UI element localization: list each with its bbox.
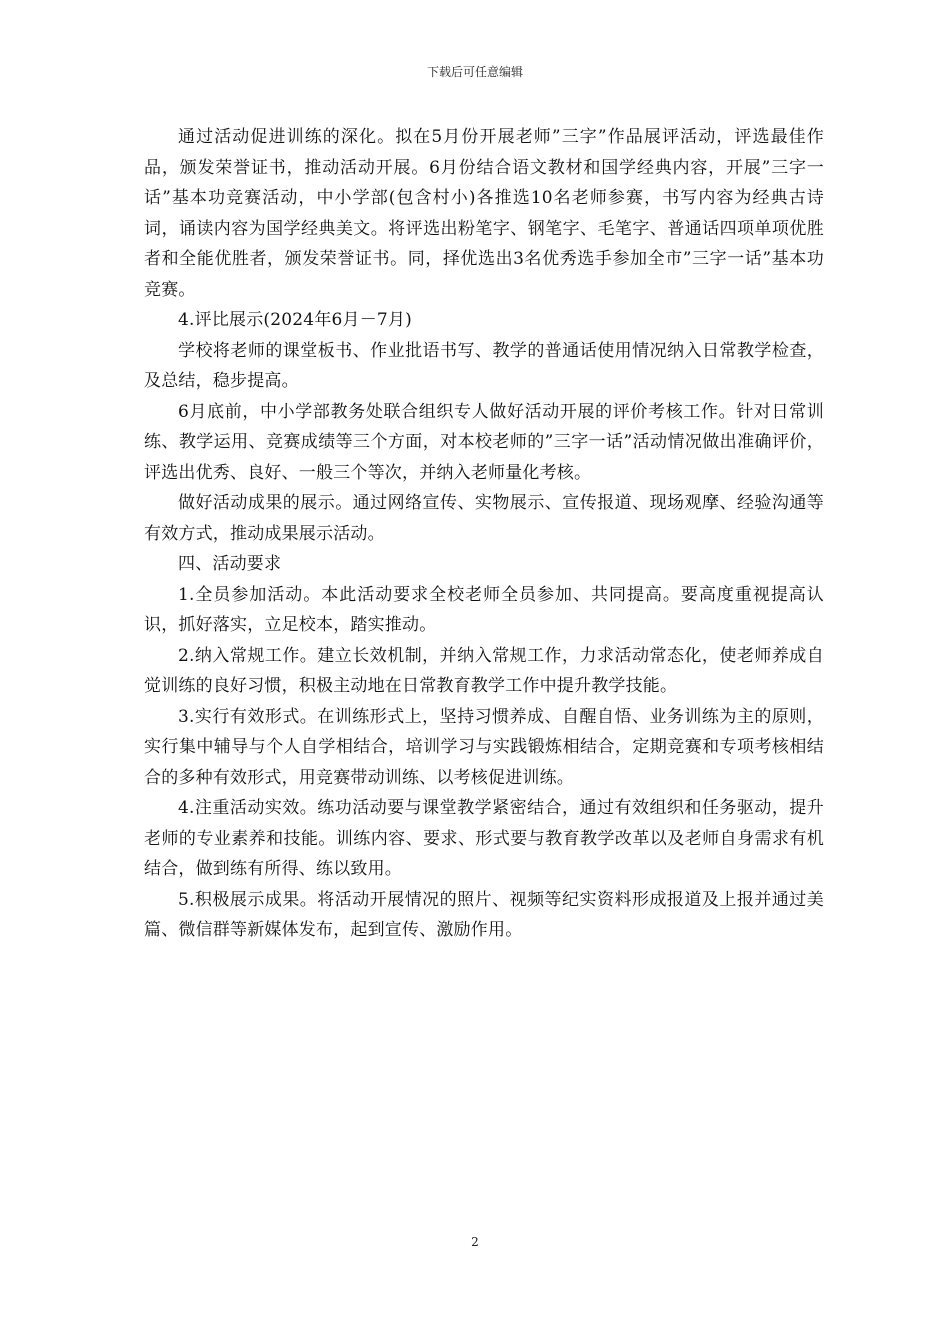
- document-body: [144, 122, 824, 946]
- paragraph-requirement-3: 3.实行有效形式。在训练形式上，坚持习惯养成、自醒自悟、业务训练为主的原则，实行集中辅导与个人自学相结合，培训学习与实践锻炼相结合，定期竞赛和专项考核相结合的多种有效形式，用竞赛带动训练、以考核促进训练。: [144, 706, 824, 788]
- paragraph-requirement-1: 1.全员参加活动。本此活动要求全校老师全员参加、共同提高。要高度重视提高认识，抓好落实，立足校本，踏实推动。: [144, 584, 824, 635]
- paragraph-requirement-2: 2.纳入常规工作。建立长效机制，并纳入常规工作，力求活动常态化，使老师养成自觉训练的良好习惯，积极主动地在日常教育教学工作中提升教学技能。: [144, 645, 824, 696]
- paragraph-daily-check: 学校将老师的课堂板书、作业批语书写、教学的普通话使用情况纳入日常教学检查，及总结，稳步提高。: [144, 340, 824, 391]
- paragraph-showcase: 做好活动成果的展示。通过网络宣传、实物展示、宣传报道、现场观摩、经验沟通等有效方式，推动成果展示活动。: [144, 493, 824, 544]
- page-header: 下载后可任意编辑: [426, 65, 523, 79]
- page-number: 2: [471, 1235, 479, 1249]
- paragraph-assessment: 6月底前，中小学部教务处联合组织专人做好活动开展的评价考核工作。针对日常训练、教学运用、竞赛成绩等三个方面，对本校老师的”三字一话”活动情况做出准确评价，评选出优秀、良好、一般三个等次，并纳入老师量化考核。: [144, 401, 824, 483]
- section-heading-requirements: 四、活动要求: [178, 554, 282, 574]
- paragraph-requirement-5: 5.积极展示成果。将活动开展情况的照片、视频等纪实资料形成报道及上报并通过美篇、微信群等新媒体发布，起到宣传、激励作用。: [144, 889, 824, 940]
- paragraph-activity-deepening: 通过活动促进训练的深化。拟在5月份开展老师”三字”作品展评活动，评选最佳作品，颁发荣誉证书，推动活动开展。6月份结合语文教材和国学经典内容，开展”三字一话”基本功竞赛活动，中小学部(包含村小)各推选10名老师参赛，书写内容为经典古诗词，诵读内容为国学经典美文。将评选出粉笔字、钢笔字、毛笔字、普通话四项单项优胜者和全能优胜者，颁发荣誉证书。同，择优选出3名优秀选手参加全市”三字一话”基本功竞赛。: [144, 127, 824, 300]
- paragraph-requirement-4: 4.注重活动实效。练功活动要与课堂教学紧密结合，通过有效组织和任务驱动，提升老师的专业素养和技能。训练内容、要求、形式要与教育教学改革以及老师自身需求有机结合，做到练有所得、练以致用。: [144, 798, 824, 879]
- section-heading-evaluation: 4.评比展示(2024年6月－7月): [178, 310, 412, 330]
